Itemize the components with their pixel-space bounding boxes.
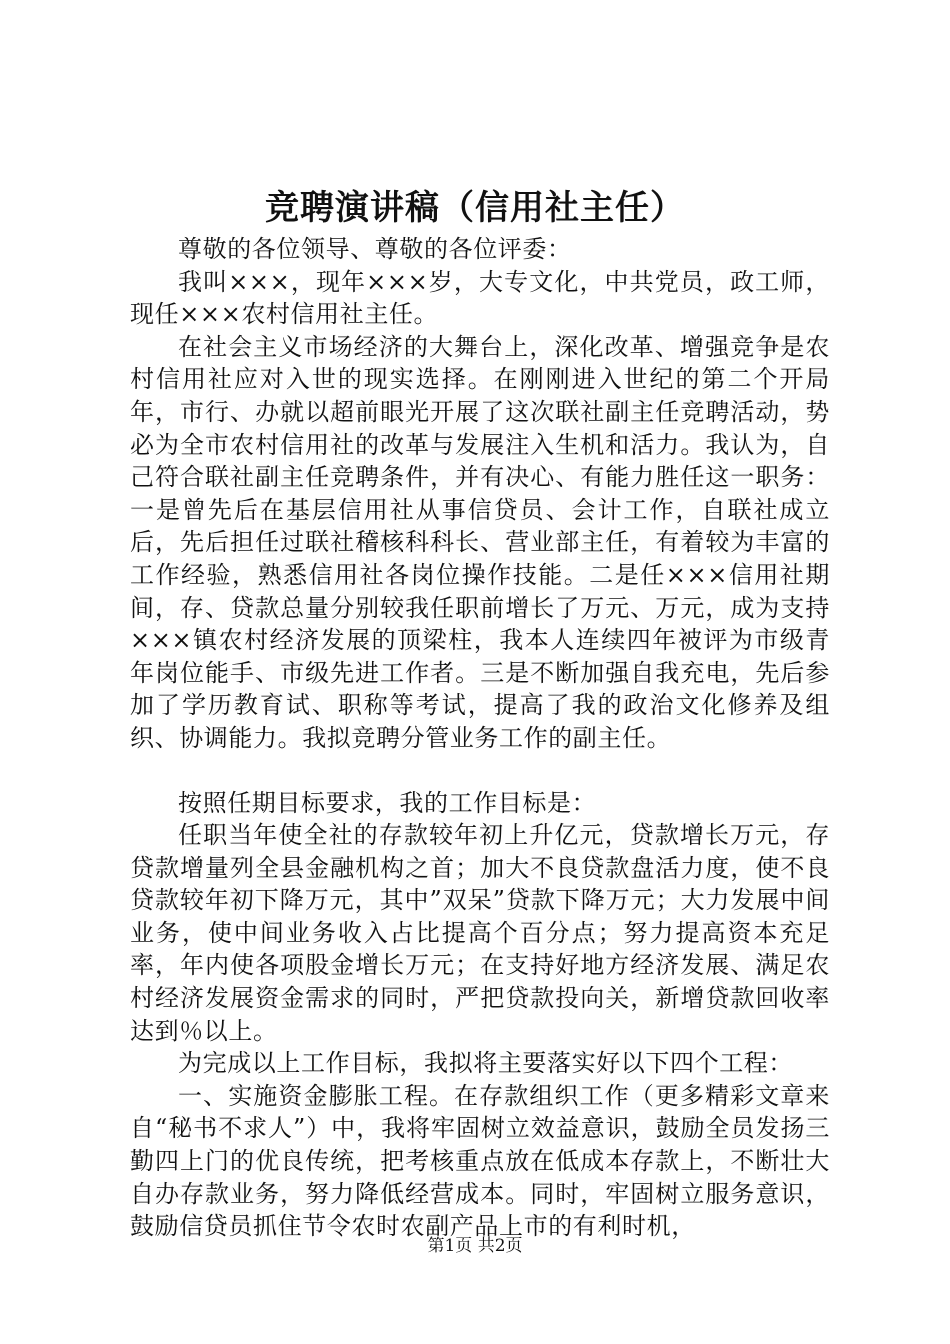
document-title: 竞聘演讲稿（信用社主任） (265, 188, 685, 228)
paragraph-self-intro: 我叫×××，现年×××岁，大专文化，中共党员，政工师，现任×××农村信用社主任。 (130, 267, 830, 329)
paragraph-qualifications: 在社会主义市场经济的大舞台上，深化改革、增强竞争是农村信用社应对入世的现实选择。在刚刚进入世纪的第二个开局年，市行、办就以超前眼光开展了这次联社副主任竞聘活动，势必为全市农村信用社的改革与发展注入生机和活力。我认为，自己符合联社副主任竞聘条件，并有决心、有能力胜任这一职务：一是曾先后在基层信用社从事信贷员、会计工作，自联社成立后，先后担任过联社稽核科科长、营业部主任，有着较为丰富的工作经验，熟悉信用社各岗位操作技能。二是任×××信用社期间，存、贷款总量分别较我任职前增长了万元、万元，成为支持×××镇农村经济发展的顶梁柱，我本人连续四年被评为市级青年岗位能手、市级先进工作者。三是不断加强自我充电，先后参加了学历教育试、职称等考试，提高了我的政治文化修养及组织、协调能力。我拟竞聘分管业务工作的副主任。 (130, 332, 830, 752)
paragraph-projects-intro: 为完成以上工作目标，我拟将主要落实好以下四个工程： (178, 1049, 793, 1078)
paragraph-project-one: 一、实施资金膨胀工程。在存款组织工作（更多精彩文章来自“秘书不求人”）中，我将牢固树立效益意识，鼓励全员发扬三勤四上门的优良传统，把考核重点放在低成本存款上，不断壮大自办存款业务，努力降低经营成本。同时，牢固树立服务意识，鼓励信贷员抓住节令农时农副产品上市的有利时机， (130, 1081, 830, 1241)
paragraph-salutation: 尊敬的各位领导、尊敬的各位评委： (178, 235, 572, 263)
document-body (130, 233, 830, 1243)
paragraph-goal-intro: 按照任期目标要求，我的工作目标是： (178, 788, 597, 817)
page-number: 第1页 共2页 (427, 1236, 523, 1256)
paragraph-goals: 任职当年使全社的存款较年初上升亿元，贷款增长万元，存贷款增量列全县金融机构之首；加大不良贷款盘活力度，使不良贷款较年初下降万元，其中”双呆”贷款下降万元；大力发展中间业务，使中间业务收入占比提高个百分点；努力提高资本充足率，年内使各项股金增长万元；在支持好地方经济发展、满足农村经济发展资金需求的同时，严把贷款投向关，新增贷款回收率达到％以上。 (130, 821, 830, 1045)
